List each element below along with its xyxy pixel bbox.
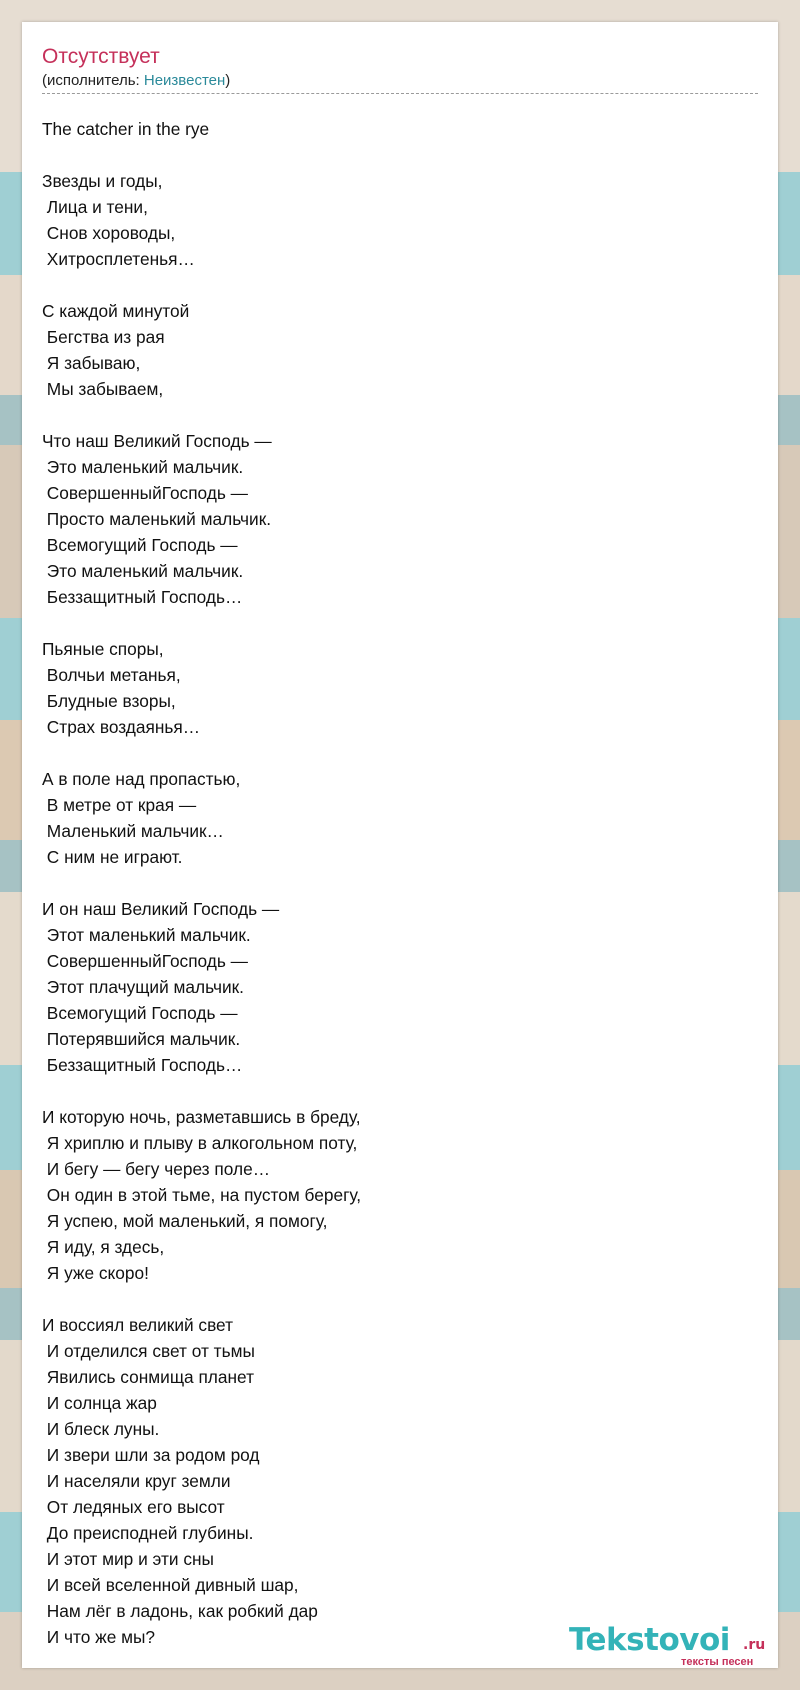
lyrics-line: Я хриплю и плыву в алкогольном поту, [42,1133,358,1153]
lyrics-line: И этот мир и эти сны [42,1549,214,1569]
lyrics-line: Просто маленький мальчик. [42,509,272,529]
lyrics-line: Снов хороводы, [42,223,176,243]
lyrics-line: Что наш Великий Господь — [42,431,272,451]
site-logo[interactable] [569,1623,769,1668]
lyrics-line: Блудные взоры, [42,691,176,711]
lyrics-blank-line [42,610,361,636]
lyrics-blank-line [42,402,361,428]
lyrics-line: Звезды и годы, [42,171,163,191]
lyrics-line: Я уже скоро! [42,1263,149,1283]
lyrics-line: И звери шли за родом род [42,1445,260,1465]
lyrics-line: Я забываю, [42,353,141,373]
lyrics-line: С ним не играют. [42,847,183,867]
lyrics-line: СовершенныйГосподь — [42,483,248,503]
song-title: Отсутствует [42,45,160,68]
lyrics-line: Беззащитный Господь… [42,587,243,607]
lyrics-line: Всемогущий Господь — [42,535,238,555]
lyrics-line: До преисподней глубины. [42,1523,254,1543]
lyrics-line: Лица и тени, [42,197,148,217]
lyrics-line: А в поле над пропастью, [42,769,241,789]
lyrics-line: Страх воздаянья… [42,717,201,737]
lyrics-line: Нам лёг в ладонь, как робкий дар [42,1601,318,1621]
lyrics-line: Он один в этой тьме, на пустом берегу, [42,1185,362,1205]
lyrics-line: Мы забываем, [42,379,164,399]
lyrics-line: Потерявшийся мальчик. [42,1029,241,1049]
lyrics-text [42,116,361,1650]
artist-line [42,72,230,90]
logo-tld: .ru [743,1637,766,1653]
lyrics-line: И воссиял великий свет [42,1315,234,1335]
lyrics-line: Всемогущий Господь — [42,1003,238,1023]
artist-suffix: ) [225,72,231,89]
lyrics-line: Беззащитный Господь… [42,1055,243,1075]
lyrics-line: От ледяных его высот [42,1497,225,1517]
lyrics-line: И бегу — бегу через поле… [42,1159,270,1179]
lyrics-blank-line [42,1286,361,1312]
lyrics-line: Я успею, мой маленький, я помогу, [42,1211,328,1231]
artist-link[interactable]: Неизвестен [143,72,226,89]
lyrics-line: The catcher in the rye [42,119,210,139]
song-card [22,22,778,1668]
lyrics-line: С каждой минутой [42,301,190,321]
lyrics-line: Это маленький мальчик. [42,457,244,477]
lyrics-blank-line [42,142,361,168]
lyrics-line: Этот плачущий мальчик. [42,977,244,997]
logo-name: Tekstovoi [569,1622,730,1658]
lyrics-line: И населяли круг земли [42,1471,231,1491]
lyrics-line: Маленький мальчик… [42,821,224,841]
lyrics-line: Волчьи метанья, [42,665,181,685]
lyrics-line: Этот маленький мальчик. [42,925,251,945]
lyrics-line: Явились сонмища планет [42,1367,254,1387]
lyrics-line: Бегства из рая [42,327,165,347]
lyrics-line: И блеск луны. [42,1419,160,1439]
lyrics-blank-line [42,272,361,298]
lyrics-line: И всей вселенной дивный шар, [42,1575,299,1595]
lyrics-blank-line [42,1078,361,1104]
lyrics-line: Я иду, я здесь, [42,1237,165,1257]
lyrics-line: И солнца жар [42,1393,157,1413]
lyrics-line: В метре от края — [42,795,197,815]
lyrics-line: И отделился свет от тьмы [42,1341,255,1361]
lyrics-line: Пьяные споры, [42,639,164,659]
lyrics-line: И он наш Великий Господь — [42,899,280,919]
lyrics-blank-line [42,740,361,766]
lyrics-line: Это маленький мальчик. [42,561,244,581]
lyrics-line: И которую ночь, разметавшись в бреду, [42,1107,361,1127]
artist-prefix: (исполнитель: [42,72,144,89]
lyrics-line: Хитросплетенья… [42,249,195,269]
lyrics-blank-line [42,870,361,896]
lyrics-line: И что же мы? [42,1627,156,1647]
title-divider [42,93,758,94]
lyrics-line: СовершенныйГосподь — [42,951,248,971]
logo-tagline: тексты песен [681,1656,754,1668]
